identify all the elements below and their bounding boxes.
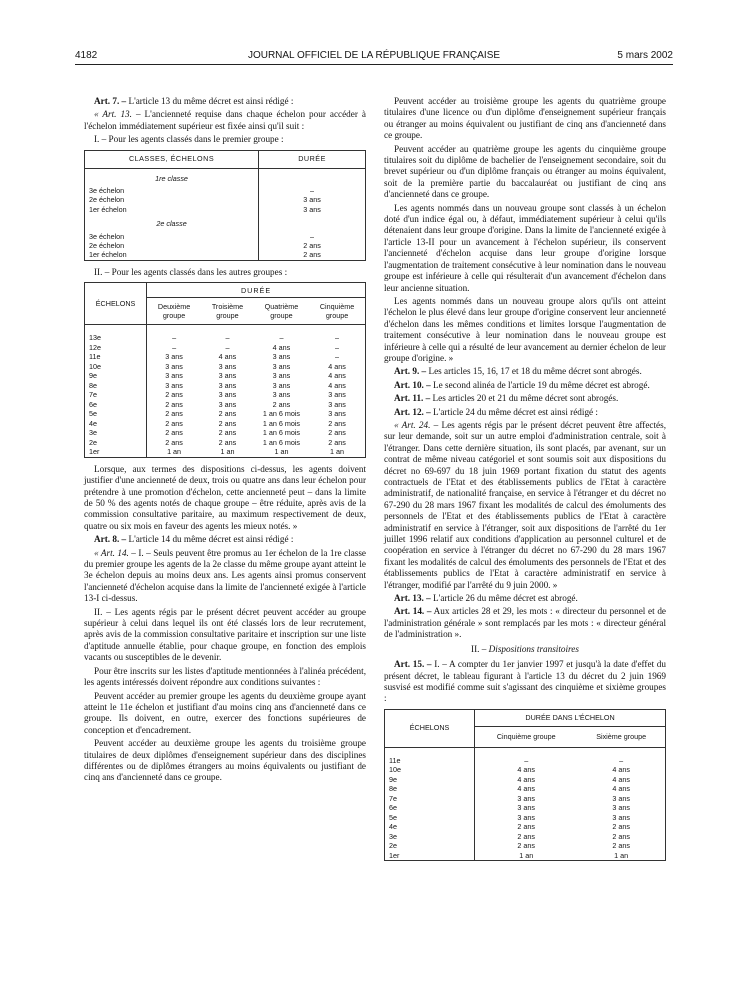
duree-cell: –	[172, 342, 177, 352]
duree-cell: 2 ans	[328, 418, 346, 428]
right-column	[384, 96, 666, 867]
duree-cell: 3 ans	[165, 361, 183, 371]
table-row	[85, 241, 365, 250]
table-transitional	[384, 709, 666, 862]
quote-heading: « Art. 14. –	[94, 547, 136, 558]
col-header-classes: CLASSES, ÉCHELONS	[85, 151, 259, 169]
table-row	[85, 381, 365, 391]
duree-cell: 2 ans	[517, 831, 536, 841]
duree-cell: –	[172, 333, 177, 343]
duree-cell: 2 ans	[303, 250, 321, 260]
empty-cell	[259, 168, 365, 186]
table-row	[85, 362, 365, 372]
duree-cell: 1 an 6 mois	[262, 428, 301, 438]
echelon-cell: 12e	[85, 343, 147, 353]
duree-cell: 3 ans	[517, 793, 536, 803]
duree-cell: 4 ans	[328, 380, 346, 390]
table-row	[85, 250, 365, 259]
article-7	[84, 96, 366, 107]
duree-cell: 1 an 6 mois	[262, 437, 301, 447]
article-9-heading: Art. 9. –	[394, 366, 427, 377]
article-8-text: L'article 14 du même décret est ainsi rédigé :	[128, 534, 294, 545]
duree-cell: –	[619, 755, 624, 765]
table-row	[385, 775, 665, 785]
duree-cell: 3 ans	[165, 380, 183, 390]
article-14-text: Aux articles 28 et 29, les mots : « directeur du personnel et de l'administration générale » sont remplacés par les mots : « directeur général de l'administration ».	[384, 606, 666, 640]
section-i: I. – Pour les agents classés dans le premier groupe :	[94, 134, 284, 145]
duree-cell: 4 ans	[517, 765, 536, 775]
table-row	[85, 400, 365, 410]
table-row	[385, 784, 665, 794]
group-header: Deuxième groupe	[147, 298, 201, 325]
table-row	[385, 851, 665, 861]
article-9	[384, 366, 666, 377]
group-header: Sixième groupe	[577, 726, 665, 747]
echelon-cell: 8e	[85, 381, 147, 391]
duree-cell: –	[310, 186, 315, 196]
article-15-heading: Art. 15. –	[394, 659, 432, 670]
duree-cell: 3 ans	[272, 380, 291, 390]
echelon-cell: 5e	[385, 813, 475, 823]
duree-cell: 4 ans	[612, 765, 630, 775]
duree-cell: 2 ans	[328, 437, 346, 447]
paragraph-inscrits: Pour être inscrits sur les listes d'aptitude mentionnées à l'alinéa précédent, les agents intéressés doivent répondre aux conditions suivantes :	[84, 665, 366, 688]
article-10-heading: Art. 10. –	[394, 379, 431, 390]
duree-cell: 2 ans	[165, 390, 183, 400]
duree-cell: 1 an	[330, 447, 344, 457]
quote-heading: « Art. 24. –	[394, 419, 439, 430]
echelon-cell: 1er échelon	[85, 205, 259, 214]
duree-cell: 3 ans	[517, 803, 536, 813]
duree-cell: 4 ans	[517, 784, 536, 794]
article-13-quote	[84, 109, 366, 132]
paragraph-lorsque: Lorsque, aux termes des dispositions ci-dessus, les agents doivent justifier d'une ancienneté de deux, trois ou quatre ans dans leur échelon pour prétendre à une promotion d'échelon, cette ancienneté peut – dans la limite de 50 % des agents notés de chaque groupe – être réduite, après avis de la commission consultative paritaire, au maximum respectivement de deux, quatre ou six mois en faveur des agents les mieux notés. »	[84, 463, 366, 531]
page-header	[75, 50, 673, 63]
article-14-quote	[84, 548, 366, 605]
table-row	[85, 333, 365, 343]
duree-cell: 4 ans	[612, 784, 630, 794]
table-first-group	[84, 150, 366, 261]
duree-cell: 3 ans	[218, 361, 237, 371]
echelon-cell: 9e	[85, 371, 147, 381]
article-7-heading: Art. 7. –	[94, 96, 127, 106]
duree-cell: 3 ans	[218, 371, 237, 381]
quote-heading: « Art. 13. –	[94, 109, 141, 120]
echelon-cell: 2e	[85, 438, 147, 448]
article-13-heading: Art. 13. –	[394, 593, 431, 604]
duree-cell: –	[524, 755, 529, 765]
echelon-cell: 2e échelon	[85, 241, 259, 250]
duree-cell: 2 ans	[612, 831, 630, 841]
table-row	[385, 822, 665, 832]
spacer-row	[385, 747, 665, 756]
article-7-text: L'article 13 du même décret est ainsi rédigé :	[128, 96, 294, 106]
class-row	[85, 168, 365, 186]
page-number: 4182	[75, 50, 98, 61]
table-row	[85, 438, 365, 448]
paragraph-nommes-2: Les agents nommés dans un nouveau groupe alors qu'ils ont atteint l'échelon le plus élevé dans leur groupe d'origine conservent leur ancienneté d'échelon dans les mêmes conditions et limites lorsque l'augmentation de traitement consécutive à leur nomination dans le nouveau groupe est inférieure à celle qui a résulté de leur avancement au dernier échelon de leur groupe d'origine. »	[384, 295, 666, 363]
col-header-echelons: ÉCHELONS	[385, 710, 475, 748]
echelon-cell: 1er	[85, 447, 147, 457]
table-row	[85, 186, 365, 195]
duree-cell: 4 ans	[612, 774, 630, 784]
paragraph-troisieme-groupe: Peuvent accéder au troisième groupe les agents du quatrième groupe titulaires d'une licence ou d'un diplôme d'enseignement supérieur français ou étranger au moins équivalent ou justifiant de cinq ans d'ancienneté dans ce groupe.	[384, 96, 666, 141]
section-name: Dispositions transitoires	[488, 643, 579, 654]
duree-cell: 3 ans	[165, 352, 183, 362]
echelon-cell: 13e	[85, 333, 147, 343]
section-ii: II. – Pour les agents classés dans les autres groupes :	[94, 266, 288, 277]
article-8-heading: Art. 8. –	[94, 534, 127, 545]
col-header-duree: DURÉE	[259, 151, 365, 169]
table-row	[385, 832, 665, 842]
col-header-duree: DURÉE	[147, 283, 365, 298]
spacer-cell	[147, 325, 201, 334]
duree-cell: 3 ans	[218, 390, 237, 400]
group-header: Troisième groupe	[201, 298, 254, 325]
echelon-cell: 7e	[85, 390, 147, 400]
duree-cell: –	[279, 333, 284, 343]
duree-cell: 3 ans	[303, 204, 321, 214]
table-first-group-body	[85, 168, 365, 260]
article-10	[384, 380, 666, 391]
spacer-cell	[309, 325, 365, 334]
duree-cell: 2 ans	[218, 418, 237, 428]
duree-cell: –	[335, 342, 339, 352]
duree-cell: 1 an	[167, 447, 182, 457]
echelon-cell: 11e	[385, 756, 475, 766]
publication-date: 5 mars 2002	[617, 50, 673, 61]
header-rule	[75, 64, 673, 65]
table-row	[385, 813, 665, 823]
table-row	[385, 841, 665, 851]
duree-cell: 3 ans	[272, 361, 291, 371]
duree-cell: 2 ans	[165, 399, 183, 409]
duree-cell: –	[335, 352, 339, 362]
article-15-text: I. – A compter du 1er janvier 1997 et jusqu'à la date d'effet du présent décret, le tableau figurant à l'article 13 du décret du 2 juin 1969 susvisé est modifié comme suit s'agissant des cinquième et sixième groupes :	[384, 659, 666, 704]
duree-cell: 2 ans	[218, 437, 237, 447]
duree-cell: 3 ans	[272, 390, 291, 400]
article-14-heading: Art. 14. –	[394, 606, 432, 617]
echelon-cell: 3e échelon	[85, 232, 259, 241]
duree-cell: 2 ans	[612, 822, 630, 832]
spacer-cell	[254, 325, 309, 334]
table-row	[385, 765, 665, 775]
table-row	[85, 371, 365, 381]
echelon-cell: 9e	[385, 775, 475, 785]
col-header-duree: DURÉE DANS L'ÉCHELON	[475, 710, 665, 727]
echelon-cell: 10e	[85, 362, 147, 372]
article-11-heading: Art. 11. –	[394, 393, 431, 404]
duree-cell: 3 ans	[272, 371, 291, 381]
article-14	[384, 606, 666, 640]
table-transitional-body	[385, 747, 665, 860]
echelon-cell: 10e	[385, 765, 475, 775]
table-row	[85, 195, 365, 204]
group-header: Quatrième groupe	[254, 298, 309, 325]
echelon-cell: 2e	[385, 841, 475, 851]
spacer-cell	[475, 747, 578, 756]
duree-cell: 2 ans	[517, 841, 536, 851]
table-other-groups-body	[85, 325, 365, 457]
spacer-row	[85, 325, 365, 334]
duree-cell: 1 an 6 mois	[262, 409, 301, 419]
class-label: 1re classe	[85, 168, 259, 186]
duree-cell: 4 ans	[328, 371, 346, 381]
duree-cell: 3 ans	[218, 380, 237, 390]
duree-cell: –	[310, 231, 315, 241]
table-row	[85, 419, 365, 429]
class-row	[85, 214, 365, 231]
article-12-text: L'article 24 du même décret est ainsi rédigé :	[433, 406, 598, 417]
echelon-cell: 5e	[85, 409, 147, 419]
echelon-cell: 11e	[85, 352, 147, 362]
article-9-text: Les articles 15, 16, 17 et 18 du même décret sont abrogés.	[428, 366, 642, 377]
table-other-groups	[84, 282, 366, 458]
duree-cell: 3 ans	[328, 409, 346, 419]
article-11-text: Les articles 20 et 21 du même décret sont abrogés.	[432, 393, 619, 404]
duree-cell: 3 ans	[272, 352, 291, 362]
quote-text: Les agents régis par le présent décret peuvent être affectés, sur leur demande, soit sur un autre emploi d'administration centrale, soit à l'étranger. Dans cette dernière situation, ils sont placés, par avenant, sur un contrat de même niveau catégoriel et sont soumis soit aux dispositions du décret no 69-697 du 18 juin 1969 portant fixation du statut des agents contractuels de l'Etat et des établissements publics de l'Etat à caractère administratif, de nationalité française, en service à l'étranger et du décret no 67-290 du 28 mars 1967 fixant les modalités de calcul des émoluments des personnels de l'Etat et des établissements publics de l'Etat à caractère administratif en service à l'étranger, soit aux dispositions de l'arrêté du 1er juillet 1996 relatif aux conditions d'application au personnel culturel et de coopération en service à l'étranger du décret no 67-290 du 28 mars 1967 fixant les modalités de calcul des émoluments des personnels de l'Etat et des établissements publics de l'Etat à caractère administratif en service à l'étranger, modifié par l'arrêté du 9 juin 2000. »	[384, 419, 667, 590]
duree-cell: 2 ans	[218, 409, 237, 419]
left-column	[84, 96, 366, 786]
group-header: Cinquième groupe	[309, 298, 365, 325]
echelon-cell: 1er échelon	[85, 250, 259, 259]
table-row	[85, 232, 365, 241]
article-15	[384, 659, 666, 705]
echelon-cell: 3e	[385, 832, 475, 842]
duree-cell: 2 ans	[165, 428, 183, 438]
duree-cell: 2 ans	[218, 428, 237, 438]
duree-cell: 2 ans	[328, 428, 346, 438]
paragraph-quatrieme-groupe: Peuvent accéder au quatrième groupe les agents du cinquième groupe titulaires soit du diplôme de bachelier de l'enseignement secondaire, soit du brevet supérieur ou d'un diplôme français ou étranger au moins équivalent, soit de la première partie du baccalauréat ou justifiant de cinq ans d'ancienneté dans ce groupe.	[384, 143, 666, 200]
duree-cell: 4 ans	[517, 774, 536, 784]
article-10-text: Le second alinéa de l'article 19 du même décret est abrogé.	[433, 379, 650, 390]
echelon-cell: 2e échelon	[85, 195, 259, 204]
spacer-cell	[201, 325, 254, 334]
echelon-cell: 7e	[385, 794, 475, 804]
table-row	[85, 428, 365, 438]
article-13	[384, 593, 666, 604]
quote-text: L'ancienneté requise dans chaque échelon pour accéder à l'échelon immédiatement supérieur est fixée ainsi qu'il suit :	[84, 109, 366, 131]
duree-cell: 3 ans	[612, 793, 630, 803]
journal-title: JOURNAL OFFICIEL DE LA RÉPUBLIQUE FRANÇAISE	[247, 50, 501, 61]
echelon-cell: 3e	[85, 428, 147, 438]
duree-cell: –	[225, 342, 230, 352]
duree-cell: 2 ans	[303, 241, 321, 251]
echelon-cell: 8e	[385, 784, 475, 794]
paragraph-ii: II. – Les agents régis par le présent décret peuvent accéder au groupe supérieur à celui dans lequel ils ont été classés lors de leur recrutement, après avis de la commission consultative paritaire et inscription sur une liste d'aptitude annuelle établie, pour chaque groupe, en fonction des emplois vacants ou susceptibles de le devenir.	[84, 606, 366, 663]
duree-cell: 2 ans	[272, 399, 291, 409]
echelon-cell: 6e	[85, 400, 147, 410]
echelon-cell: 1er	[385, 851, 475, 861]
spacer-cell	[385, 747, 475, 756]
table-row	[85, 343, 365, 353]
section-title	[384, 644, 666, 655]
quote-text: I. – Seuls peuvent être promus au 1er échelon de la 1re classe du premier groupe les agents de la 2e classe du même groupe ayant atteint le 3e échelon depuis au moins deux ans. Les agents ainsi promus conservent l'ancienneté d'échelon acquise dans la limite de l'ancienneté exigée à l'article 13-I ci-dessus.	[84, 547, 366, 604]
duree-cell: 1 an	[274, 447, 289, 457]
table-row	[85, 447, 365, 457]
duree-cell: –	[225, 333, 230, 343]
duree-cell: 3 ans	[303, 195, 321, 205]
paragraph-nommes-1: Les agents nommés dans un nouveau groupe sont classés à un échelon doté d'un indice égal ou, à défaut, immédiatement supérieur à celui qu'ils détenaient dans leur groupe d'origine. Dans la limite de l'ancienneté exigée à l'article 13-II pour un avancement à l'échelon supérieur, ils conservent l'ancienneté d'échelon acquise dans leur groupe d'origine lorsque l'augmentation de traitement consécutive à leur nomination dans le nouveau groupe est inférieure à celle qui résulterait d'un avancement d'échelon dans leur ancienne situation.	[384, 202, 666, 293]
spacer-cell	[577, 747, 665, 756]
col-header-echelons: ÉCHELONS	[85, 283, 147, 325]
article-8	[84, 534, 366, 545]
empty-cell	[259, 214, 365, 231]
table-row	[385, 794, 665, 804]
duree-cell: 2 ans	[517, 822, 536, 832]
duree-cell: 4 ans	[272, 342, 291, 352]
duree-cell: 3 ans	[517, 812, 536, 822]
article-13-text: L'article 26 du même décret est abrogé.	[433, 593, 578, 604]
duree-cell: 3 ans	[612, 812, 630, 822]
section-number: II. –	[471, 643, 487, 654]
article-12-heading: Art. 12. –	[394, 406, 431, 417]
echelon-cell: 6e	[385, 803, 475, 813]
echelon-cell: 4e	[85, 419, 147, 429]
group-header: Cinquième groupe	[475, 726, 578, 747]
paragraph-deuxieme-groupe: Peuvent accéder au deuxième groupe les agents du troisième groupe titulaires de deux diplômes d'enseignement supérieur dans des disciplines différentes ou de diplômes étrangers au moins équivalents ou justifiant de cinq ans d'ancienneté dans ce groupe.	[84, 738, 366, 783]
table-row	[85, 352, 365, 362]
echelon-cell: 3e échelon	[85, 186, 259, 195]
article-11	[384, 393, 666, 404]
duree-cell: 3 ans	[165, 371, 183, 381]
duree-cell: 3 ans	[612, 803, 630, 813]
duree-cell: 2 ans	[165, 418, 183, 428]
duree-cell: 4 ans	[218, 352, 237, 362]
table-row	[85, 409, 365, 419]
table-row	[385, 756, 665, 766]
article-12	[384, 407, 666, 418]
class-label: 2e classe	[85, 214, 259, 231]
duree-cell: 3 ans	[328, 390, 346, 400]
duree-cell: 2 ans	[165, 409, 183, 419]
echelon-cell: 4e	[385, 822, 475, 832]
table-row	[85, 205, 365, 214]
duree-cell: 3 ans	[328, 399, 346, 409]
duree-cell: 1 an	[614, 850, 629, 860]
duree-cell: 2 ans	[165, 437, 183, 447]
duree-cell: 2 ans	[612, 841, 630, 851]
article-24-quote	[384, 420, 666, 591]
duree-cell: 1 an 6 mois	[262, 418, 301, 428]
duree-cell: 4 ans	[328, 361, 346, 371]
table-row	[85, 390, 365, 400]
spacer-cell	[85, 325, 147, 334]
duree-cell: 1 an	[220, 447, 235, 457]
paragraph-premier-groupe: Peuvent accéder au premier groupe les agents du deuxième groupe ayant atteint le 11e échelon et justifiant d'au moins cinq ans d'ancienneté dans ce groupe. Ils doivent, en outre, exercer des fonctions supérieures de conception et d'encadrement.	[84, 690, 366, 735]
duree-cell: 1 an	[519, 850, 534, 860]
duree-cell: –	[335, 333, 339, 343]
duree-cell: 3 ans	[218, 399, 237, 409]
table-row	[385, 803, 665, 813]
